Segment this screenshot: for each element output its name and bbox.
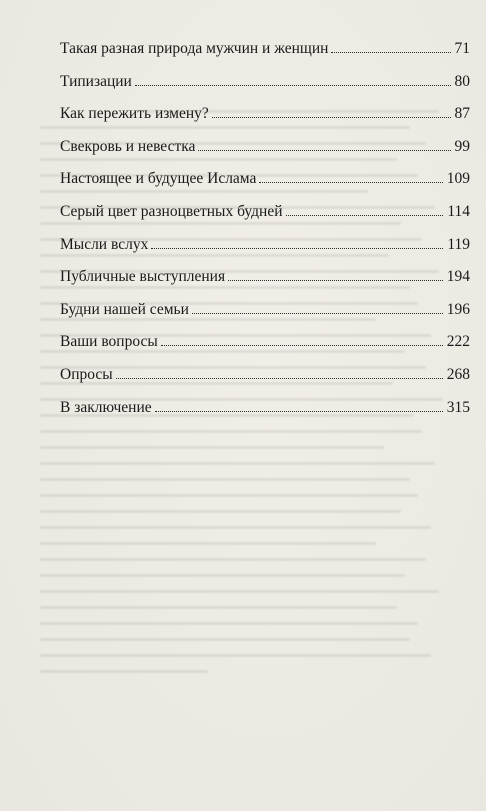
toc-entry-title: Такая разная природа мужчин и женщин (60, 40, 329, 57)
toc-entry-title: Типизации (60, 72, 132, 90)
toc-entry-title: Опросы (60, 365, 113, 383)
toc-entry-page: 80 (454, 72, 470, 90)
dot-leader (192, 313, 443, 314)
toc-entry[interactable] (60, 229, 470, 262)
dot-leader (228, 280, 443, 281)
toc-entry[interactable] (60, 392, 470, 425)
toc-entry-page: 315 (446, 398, 470, 416)
dot-leader (135, 85, 451, 86)
toc-entry-title: Мысли вслух (60, 235, 149, 253)
toc-entry[interactable] (60, 196, 470, 229)
toc-entry[interactable] (60, 33, 470, 66)
toc-entry-title: Свекровь и невестка (60, 137, 196, 155)
toc-entry[interactable] (60, 359, 470, 392)
toc-entry-page: 119 (447, 235, 470, 253)
dot-leader (155, 411, 443, 412)
toc-entry-page: 222 (446, 333, 470, 351)
dot-leader (286, 215, 444, 216)
toc-entry-title: Серый цвет разноцветных будней (60, 202, 283, 220)
toc-entry-page: 87 (454, 105, 470, 123)
toc-entry[interactable] (60, 294, 470, 327)
dot-leader (161, 345, 443, 346)
toc-entry-title: В заключение (60, 398, 152, 416)
toc-entry-title: Настоящее и будущее Ислама (60, 170, 257, 188)
toc-entry[interactable] (60, 66, 470, 99)
toc-entry-title: Будни нашей семьи (60, 300, 189, 318)
toc-entry-page: 194 (446, 268, 470, 286)
toc-entry[interactable] (60, 326, 470, 359)
toc-entry-page: 99 (454, 137, 470, 155)
toc-entry[interactable] (60, 98, 470, 131)
toc-entry-title: Публичные выступления (60, 268, 226, 286)
dot-leader (331, 52, 450, 53)
dot-leader (259, 182, 442, 183)
table-of-contents (60, 33, 470, 424)
toc-entry-page: 114 (447, 202, 470, 220)
dot-leader (212, 117, 451, 118)
dot-leader (116, 378, 443, 379)
toc-entry-title: Как пережить измену? (60, 105, 209, 123)
toc-entry-page: 196 (446, 300, 470, 318)
dot-leader (151, 248, 443, 249)
toc-entry[interactable] (60, 131, 470, 164)
toc-entry[interactable] (60, 261, 470, 294)
toc-entry-page: 109 (446, 170, 470, 188)
toc-entry-page: 71 (454, 40, 470, 57)
toc-entry[interactable] (60, 163, 470, 196)
toc-entry-page: 268 (446, 365, 470, 383)
toc-entry-title: Ваши вопросы (60, 333, 158, 351)
dot-leader (198, 150, 450, 151)
